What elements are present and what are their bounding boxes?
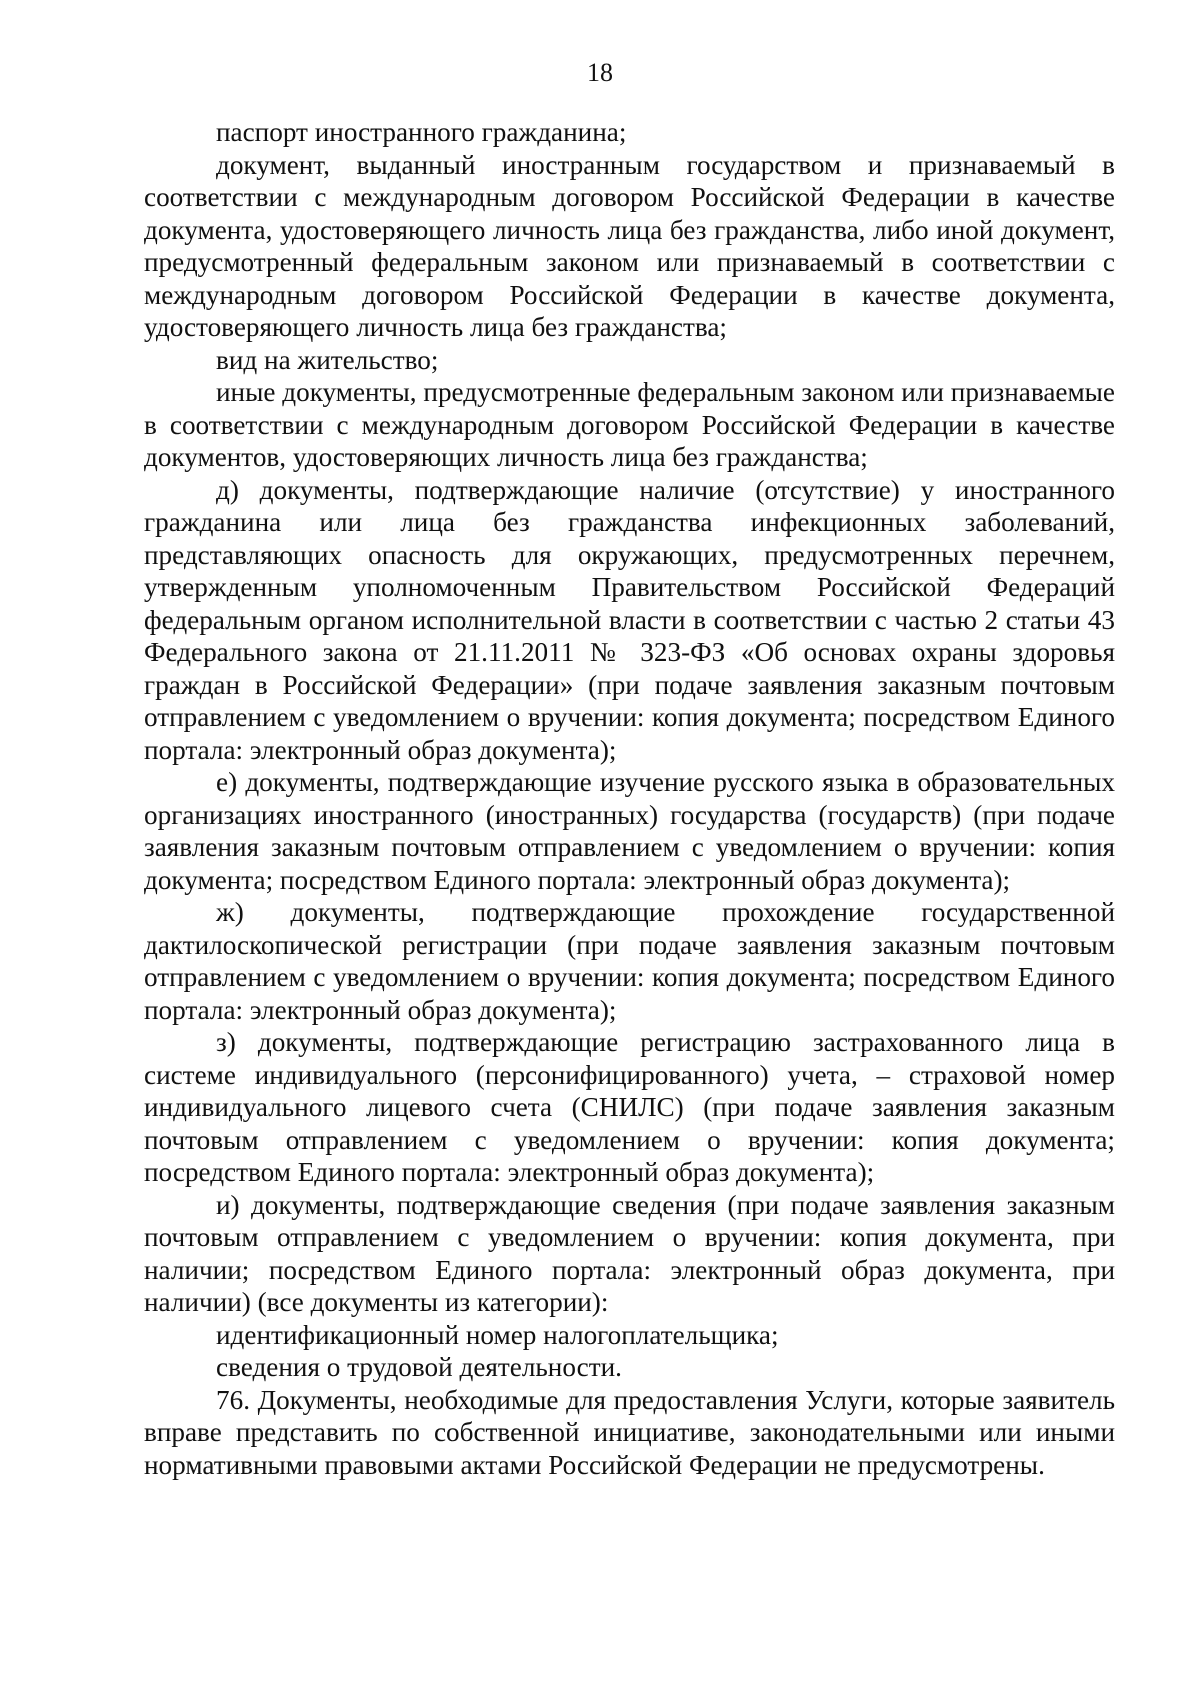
paragraph-item-z: з) документы, подтверждающие регистрацию застрахованного лица в системе индивидуального (персонифицированного) учета, – страховой номер индивидуального лицевого счета (СНИЛС) (при подаче заявления заказным почтовым отправлением с уведомлением о вручении: копия документа; посредством Единого портала: электронный образ документа); bbox=[144, 1027, 1115, 1187]
paragraph-item-e: е) документы, подтверждающие изучение русского языка в образовательных организациях иностранного (иностранных) государства (государств) (при подаче заявления заказным почтовым отправлением с уведомлением о вручении: копия документа; посредством Единого портала: электронный образ документа); bbox=[144, 767, 1115, 895]
paragraph-stateless-document: документ, выданный иностранным государством и признаваемый в соответствии с международным договором Российской Федерации в качестве документа, удостоверяющего личность лица без гражданства, либо иной документ, предусмотренный федеральным законом или признаваемый в соответствии с международным договором Российской Федерации в качестве документа, удостоверяющего личность лица без гражданства; bbox=[144, 149, 1115, 342]
paragraph-other-documents: иные документы, предусмотренные федеральным законом или признаваемые в соответствии с международным договором Российской Федерации в качестве документов, удостоверяющих личность лица без гражданства; bbox=[144, 377, 1115, 472]
paragraph-inn: идентификационный номер налогоплательщика; bbox=[216, 1319, 779, 1350]
paragraph-item-zh: ж) документы, подтверждающие прохождение государственной дактилоскопической регистрации (при подаче заявления заказным почтовым отправлением с уведомлением о вручении: копия документа; посредством Единого портала: электронный образ документа); bbox=[144, 897, 1115, 1025]
document-body bbox=[144, 116, 1115, 1481]
paragraph-76: 76. Документы, необходимые для предоставления Услуги, которые заявитель вправе представить по собственной инициативе, законодательными или иными нормативными правовыми актами Российской Федерации не предусмотрены. bbox=[144, 1384, 1115, 1480]
paragraph-item-i: и) документы, подтверждающие сведения (при подаче заявления заказным почтовым отправлением с уведомлением о вручении: копия документа, при наличии; посредством Единого портала: электронный образ документа, при наличии) (все документы из категории): bbox=[144, 1189, 1115, 1317]
paragraph-passport: паспорт иностранного гражданина; bbox=[216, 117, 627, 147]
page-number: 18 bbox=[587, 58, 613, 87]
paragraph-work-history: сведения о трудовой деятельности. bbox=[216, 1352, 622, 1382]
paragraph-residence-permit: вид на жительство; bbox=[216, 344, 439, 375]
paragraph-item-d: д) документы, подтверждающие наличие (отсутствие) у иностранного гражданина или лица без гражданства инфекционных заболеваний, представляющих опасность для окружающих, предусмотренных перечнем, утвержденным уполномоченным Правительством Российской Федераций федеральным органом исполнительной власти в соответствии с частью 2 статьи 43 Федерального закона от 21.11.2011 № 323-ФЗ «Об основах охраны здоровья граждан в Российской Федерации» (при подаче заявления заказным почтовым отправлением с уведомлением о вручении: копия документа; посредством Единого портала: электронный образ документа); bbox=[144, 474, 1115, 765]
